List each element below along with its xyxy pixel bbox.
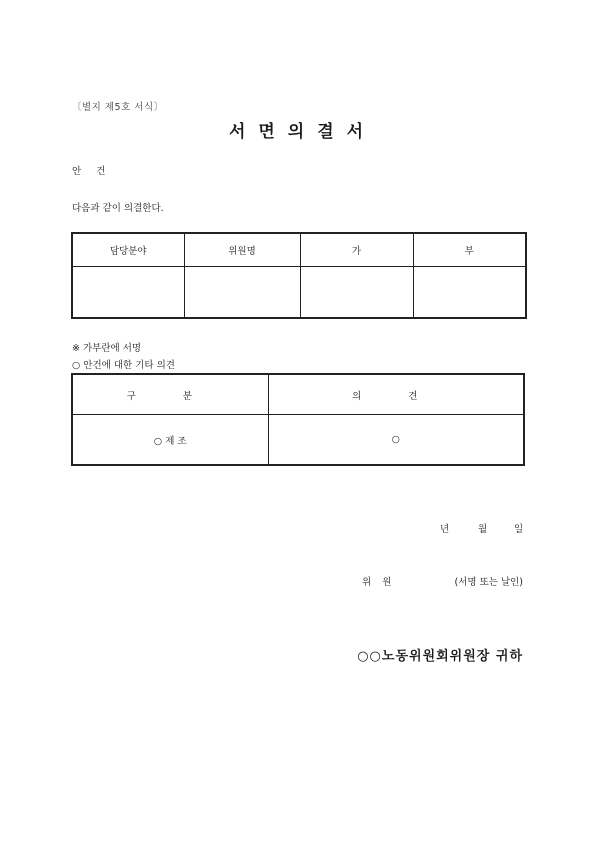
vote-table bbox=[71, 232, 527, 319]
approve-cell[interactable] bbox=[300, 267, 413, 319]
opinion-table bbox=[71, 373, 525, 466]
opinion-table-header bbox=[72, 374, 524, 415]
field-cell[interactable] bbox=[72, 267, 184, 319]
form-number: 〔별지 제5호 서식〕 bbox=[72, 102, 164, 113]
opinion-cell[interactable]: ○ bbox=[268, 415, 524, 466]
reject-cell[interactable] bbox=[413, 267, 526, 319]
header-field: 담당분야 bbox=[72, 233, 184, 267]
date-year: 년 bbox=[440, 524, 450, 535]
member-name-cell[interactable] bbox=[184, 267, 300, 319]
date-day: 일 bbox=[514, 524, 524, 535]
opinion-table-row bbox=[72, 415, 524, 466]
sign-note: ※ 가부란에 서명 bbox=[72, 343, 142, 354]
header-reject: 부 bbox=[413, 233, 526, 267]
header-opinion: 의 견 bbox=[268, 374, 524, 415]
signature-hint: (서명 또는 날인) bbox=[454, 577, 523, 588]
header-category: 구 분 bbox=[72, 374, 268, 415]
header-member-name: 위원명 bbox=[184, 233, 300, 267]
addressee: ○○노동위원회위원장 귀하 bbox=[357, 649, 523, 664]
member-label: 위 원 bbox=[362, 577, 396, 588]
opinion-note: ○ 안건에 대한 기타 의견 bbox=[72, 360, 175, 371]
date-month: 월 bbox=[478, 524, 488, 535]
document-title: 서면의결서 bbox=[228, 122, 377, 142]
header-approve: 가 bbox=[300, 233, 413, 267]
resolution-text: 다음과 같이 의결한다. bbox=[72, 203, 164, 214]
agenda-label: 안 건 bbox=[72, 166, 112, 177]
vote-table-row bbox=[72, 267, 526, 319]
article-cell: ○ 제 조 bbox=[72, 415, 268, 466]
vote-table-header bbox=[72, 233, 526, 267]
